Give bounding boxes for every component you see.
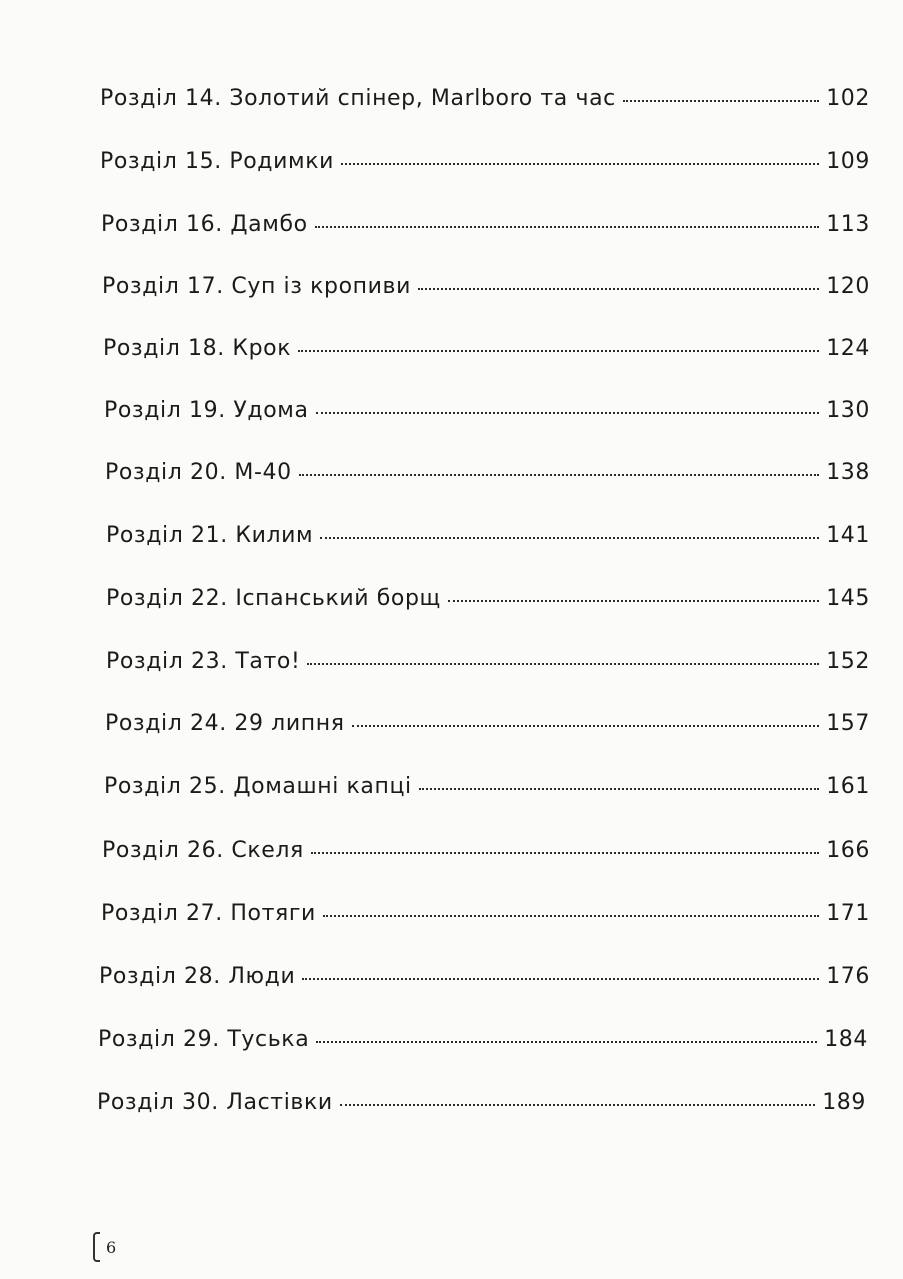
bracket-ornament — [93, 1232, 100, 1262]
toc-entry-title: Розділ 24. 29 липня — [105, 711, 345, 736]
toc-entry — [99, 964, 870, 1004]
toc-entry — [106, 586, 870, 626]
toc-entry — [98, 1027, 868, 1067]
toc-entry-page: 171 — [826, 901, 870, 926]
toc-entry — [105, 711, 870, 751]
dot-leader — [315, 226, 820, 228]
toc-entry-page: 130 — [826, 398, 870, 423]
toc-entry-title: Розділ 14. Золотий спінер, Marlboro та час — [100, 86, 616, 111]
toc-entry-page: 184 — [824, 1027, 868, 1052]
toc-entry-page: 109 — [826, 149, 870, 174]
toc-entry-title: Розділ 17. Суп із кропиви — [102, 274, 412, 299]
toc-entry — [101, 212, 870, 252]
toc-entry-page: 161 — [826, 774, 870, 799]
toc-entry-title: Розділ 16. Дамбо — [101, 212, 308, 237]
toc-entry — [104, 398, 870, 438]
dot-leader — [316, 1041, 817, 1043]
toc-entry-title: Розділ 25. Домашні капці — [104, 774, 412, 799]
toc-entry-page: 120 — [826, 274, 870, 299]
dot-leader — [352, 725, 820, 727]
toc-entry — [102, 838, 870, 878]
toc-entry-page: 124 — [826, 336, 870, 361]
toc-entry-title: Розділ 23. Тато! — [106, 649, 301, 674]
toc-entry-page: 138 — [826, 460, 870, 485]
toc-entry — [106, 649, 870, 689]
toc-entry-page: 145 — [826, 586, 870, 611]
toc-entry-title: Розділ 30. Ластівки — [97, 1090, 333, 1115]
toc-entry-page: 166 — [826, 838, 870, 863]
toc-entry — [97, 1090, 866, 1130]
toc-entry — [106, 523, 870, 563]
toc-entry — [105, 460, 870, 500]
toc-entry-page: 157 — [826, 711, 870, 736]
dot-leader — [448, 600, 819, 602]
toc-entry-page: 189 — [822, 1090, 866, 1115]
dot-leader — [299, 474, 820, 476]
page-number-value: 6 — [106, 1237, 117, 1257]
toc-entry-title: Розділ 21. Килим — [106, 523, 314, 548]
toc-entry-title: Розділ 20. М-40 — [105, 460, 292, 485]
dot-leader — [623, 100, 819, 102]
dot-leader — [340, 1104, 815, 1106]
dot-leader — [341, 163, 819, 165]
toc-entry-title: Розділ 22. Іспанський борщ — [106, 586, 441, 611]
toc-entry-title: Розділ 19. Удома — [104, 398, 309, 423]
toc-entry-page: 152 — [826, 649, 870, 674]
page-number — [93, 1233, 116, 1261]
toc-entry-page: 102 — [826, 86, 870, 111]
toc-entry-title: Розділ 29. Туська — [98, 1027, 310, 1052]
dot-leader — [298, 350, 819, 352]
toc-entry-title: Розділ 18. Крок — [103, 336, 292, 361]
toc-entry-page: 113 — [826, 212, 870, 237]
dot-leader — [419, 788, 819, 790]
toc-entry — [100, 149, 870, 189]
toc-entry — [100, 86, 870, 126]
toc-entry — [104, 774, 870, 814]
dot-leader — [418, 288, 819, 290]
toc-entry-page: 141 — [826, 523, 870, 548]
toc-entry-title: Розділ 15. Родимки — [100, 149, 335, 174]
dot-leader — [307, 663, 819, 665]
toc-entry — [102, 274, 870, 314]
dot-leader — [302, 978, 819, 980]
toc-entry-page: 176 — [826, 964, 870, 989]
toc-entry-title: Розділ 28. Люди — [99, 964, 296, 989]
dot-leader — [320, 537, 819, 539]
dot-leader — [316, 412, 820, 414]
toc-entry — [103, 336, 870, 376]
dot-leader — [323, 915, 819, 917]
toc-entry-title: Розділ 27. Потяги — [101, 901, 316, 926]
toc-entry-title: Розділ 26. Скеля — [102, 838, 304, 863]
toc-entry — [101, 901, 870, 941]
dot-leader — [311, 852, 819, 854]
